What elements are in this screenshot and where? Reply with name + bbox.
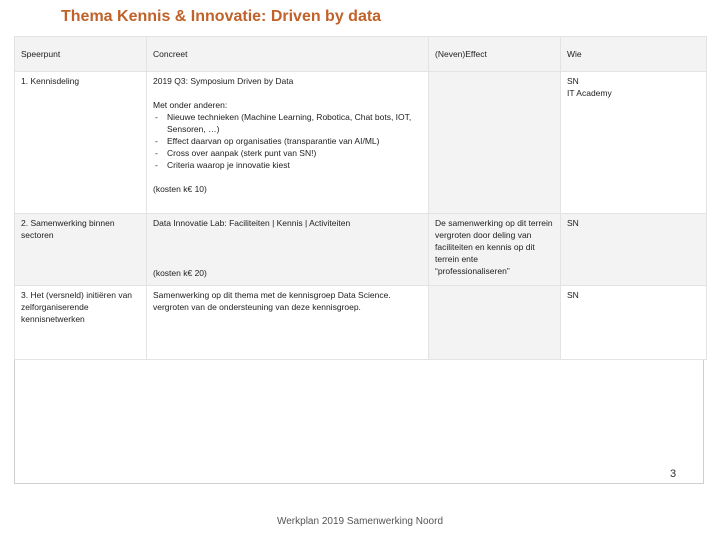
table-row (15, 286, 707, 360)
concreet-intro: Met onder anderen: (153, 100, 228, 110)
list-item: - Effect daarvan op organisaties (transparantie van AI/ML) (153, 135, 422, 147)
footer-text: Werkplan 2019 Samenwerking Noord (276, 516, 443, 527)
wie-line: SN (567, 76, 579, 86)
list-item: - Nieuwe technieken (Machine Learning, Robotica, Chat bots, IOT, Sensoren, …) (153, 111, 422, 135)
cell-wie: SN (561, 214, 707, 286)
workplan-table (14, 36, 707, 360)
page-number: 3 (670, 468, 677, 480)
cell-wie: SN (561, 286, 707, 360)
cell-effect: De samenwerking op dit terrein vergroten door deling van faciliteiten en kennis op dit terrein ente “professionaliseren” (429, 214, 561, 286)
concreet-cost: (kosten k€ 10) (153, 184, 207, 194)
cell-speerpunt: 3. Het (versneld) initiëren van zelforganiserende kennisnetwerken (15, 286, 147, 360)
cell-speerpunt: 1. Kennisdeling (15, 72, 147, 214)
concreet-line: Data Innovatie Lab: Faciliteiten | Kennis | Activiteiten (153, 218, 351, 228)
header-effect: (Neven)Effect (429, 37, 561, 72)
header-speerpunt: Speerpunt (15, 37, 147, 72)
slide-title: Thema Kennis & Innovatie: Driven by data (61, 8, 382, 25)
cell-speerpunt: 2. Samenwerking binnen sectoren (15, 214, 147, 286)
header-concreet: Concreet (147, 37, 429, 72)
concreet-line: 2019 Q3: Symposium Driven by Data (153, 76, 294, 86)
wie-line: IT Academy (567, 88, 612, 98)
cell-concreet (147, 214, 429, 286)
cell-concreet: Samenwerking op dit thema met de kennisgroep Data Science. vergroten van de ondersteuning van deze kennisgroep. (147, 286, 429, 360)
table-row (15, 72, 707, 214)
table-row (15, 214, 707, 286)
concreet-cost: (kosten k€ 20) (153, 268, 207, 278)
cell-concreet (147, 72, 429, 214)
cell-effect (429, 72, 561, 214)
table-header-row (15, 37, 707, 72)
header-wie: Wie (561, 37, 707, 72)
cell-effect (429, 286, 561, 360)
concreet-bullet-list (153, 111, 422, 171)
list-item: - Criteria waarop je innovatie kiest (153, 159, 422, 171)
cell-wie (561, 72, 707, 214)
list-item: - Cross over aanpak (sterk punt van SN!) (153, 147, 422, 159)
